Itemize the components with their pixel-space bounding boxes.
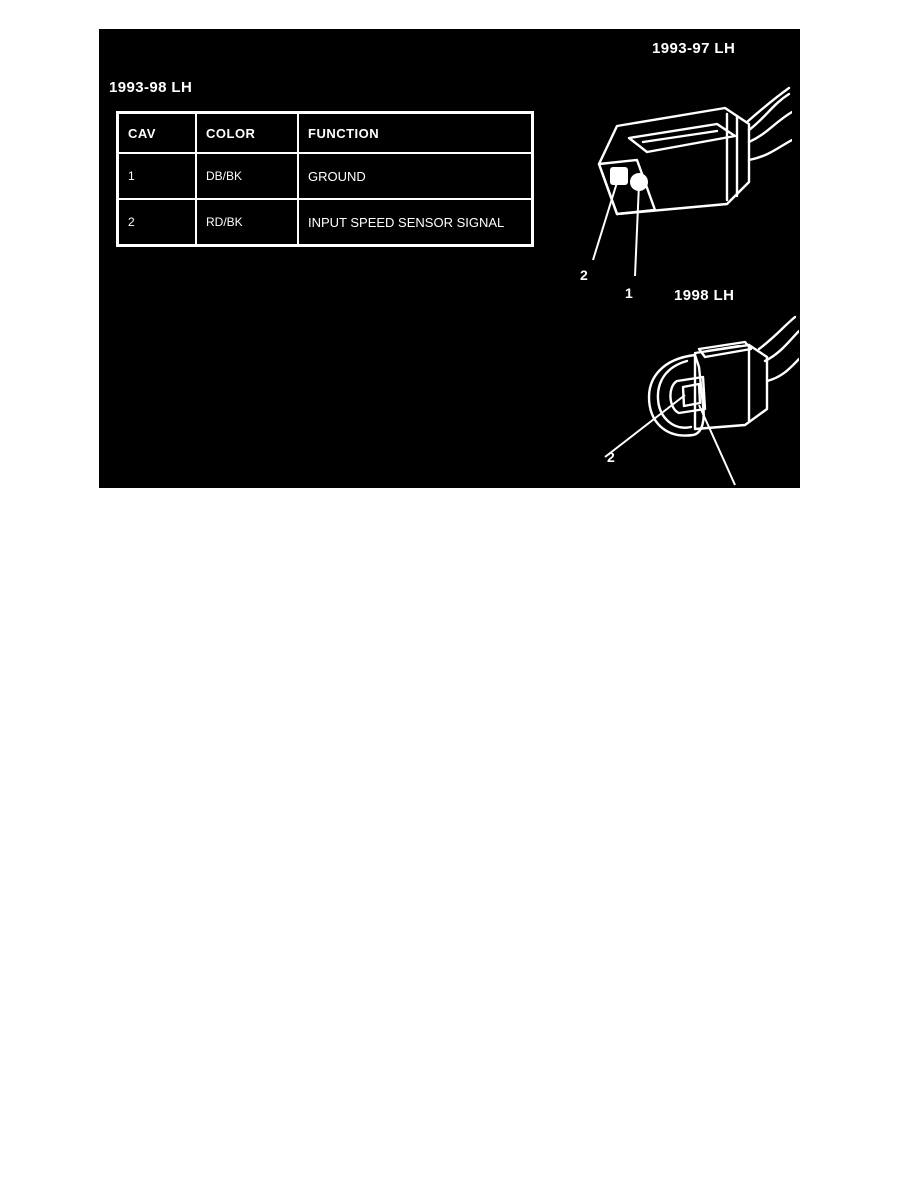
pin-assignment-table: [116, 111, 534, 247]
table-header-row: [118, 113, 533, 154]
callout-1993-97-cavity-1: 1: [625, 285, 633, 301]
figure-title-left: 1993-98 LH: [109, 79, 193, 96]
table-row: [118, 199, 533, 246]
figure-title-1993-97-lh: 1993-97 LH: [652, 40, 736, 57]
connector-drawing-1998-lh: [599, 309, 799, 489]
callout-1998-cavity-2: 2: [607, 449, 615, 465]
table-row: [118, 153, 533, 199]
callout-1998-cavity-1: 1: [735, 491, 743, 507]
cell-cav-1: 1: [118, 153, 197, 199]
cell-function-1: GROUND: [298, 153, 533, 199]
cell-color-2: RD/BK: [196, 199, 298, 246]
connector-drawing-1993-97-lh: [577, 64, 792, 279]
callout-1993-97-cavity-2: 2: [580, 267, 588, 283]
figure-title-1998-lh: 1998 LH: [674, 287, 735, 304]
cell-color-1: DB/BK: [196, 153, 298, 199]
cell-function-2: INPUT SPEED SENSOR SIGNAL: [298, 199, 533, 246]
column-header-cav: CAV: [118, 113, 197, 154]
cell-cav-2: 2: [118, 199, 197, 246]
column-header-color: COLOR: [196, 113, 298, 154]
figure-panel: [99, 29, 800, 507]
column-header-function: FUNCTION: [298, 113, 533, 154]
